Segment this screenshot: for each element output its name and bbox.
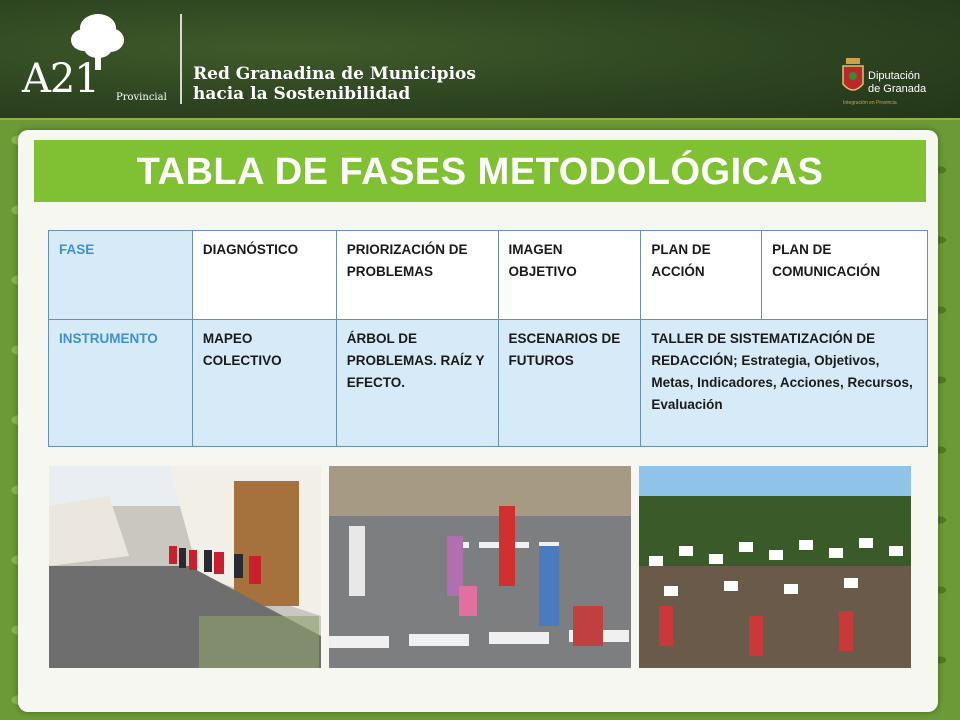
- diputacion-subtitle: Integración en Provincia: [843, 100, 897, 106]
- a21-logo-text: A21: [22, 56, 99, 102]
- children-walking-street-photo: [49, 466, 321, 668]
- diputacion-label: [868, 70, 926, 96]
- table-cell: MAPEO COLECTIVO: [192, 320, 336, 447]
- table-row: [49, 231, 928, 320]
- table-cell: PLAN DE COMUNICACIÓN: [762, 231, 928, 320]
- diputacion-line1: Diputación: [868, 70, 920, 82]
- table-cell: ESCENARIOS DE FUTUROS: [498, 320, 641, 447]
- table-cell: PLAN DE ACCIÓN: [641, 231, 762, 320]
- table-cell: PRIORIZACIÓN DE PROBLEMAS: [336, 231, 498, 320]
- table-header-cell: FASE: [49, 231, 193, 320]
- logo-divider: [180, 14, 182, 104]
- table-row: [49, 320, 928, 447]
- table-header-cell: INSTRUMENTO: [49, 320, 193, 447]
- table-cell: IMAGEN OBJETIVO: [498, 231, 641, 320]
- children-crossing-road-photo: [329, 466, 631, 668]
- slide-title: TABLA DE FASES METODOLÓGICAS: [136, 151, 824, 193]
- network-name-line1: Red Granadina de Municipios: [193, 64, 476, 84]
- table-cell: TALLER DE SISTEMATIZACIÓN DE REDACCIÓN; Estrategia, Objetivos, Metas, Indicadores, Acciones, Recursos, Evaluación: [641, 320, 928, 447]
- group-holding-signs-photo: [639, 466, 911, 668]
- table-cell: ÁRBOL DE PROBLEMAS. RAÍZ Y EFECTO.: [336, 320, 498, 447]
- diputacion-line2: de Granada: [868, 83, 927, 95]
- phases-table: [48, 230, 928, 447]
- network-name-line2: hacia la Sostenibilidad: [193, 84, 411, 104]
- provincial-label: Provincial: [116, 92, 167, 103]
- table-cell: DIAGNÓSTICO: [192, 231, 336, 320]
- diputacion-crest-icon: [840, 58, 866, 98]
